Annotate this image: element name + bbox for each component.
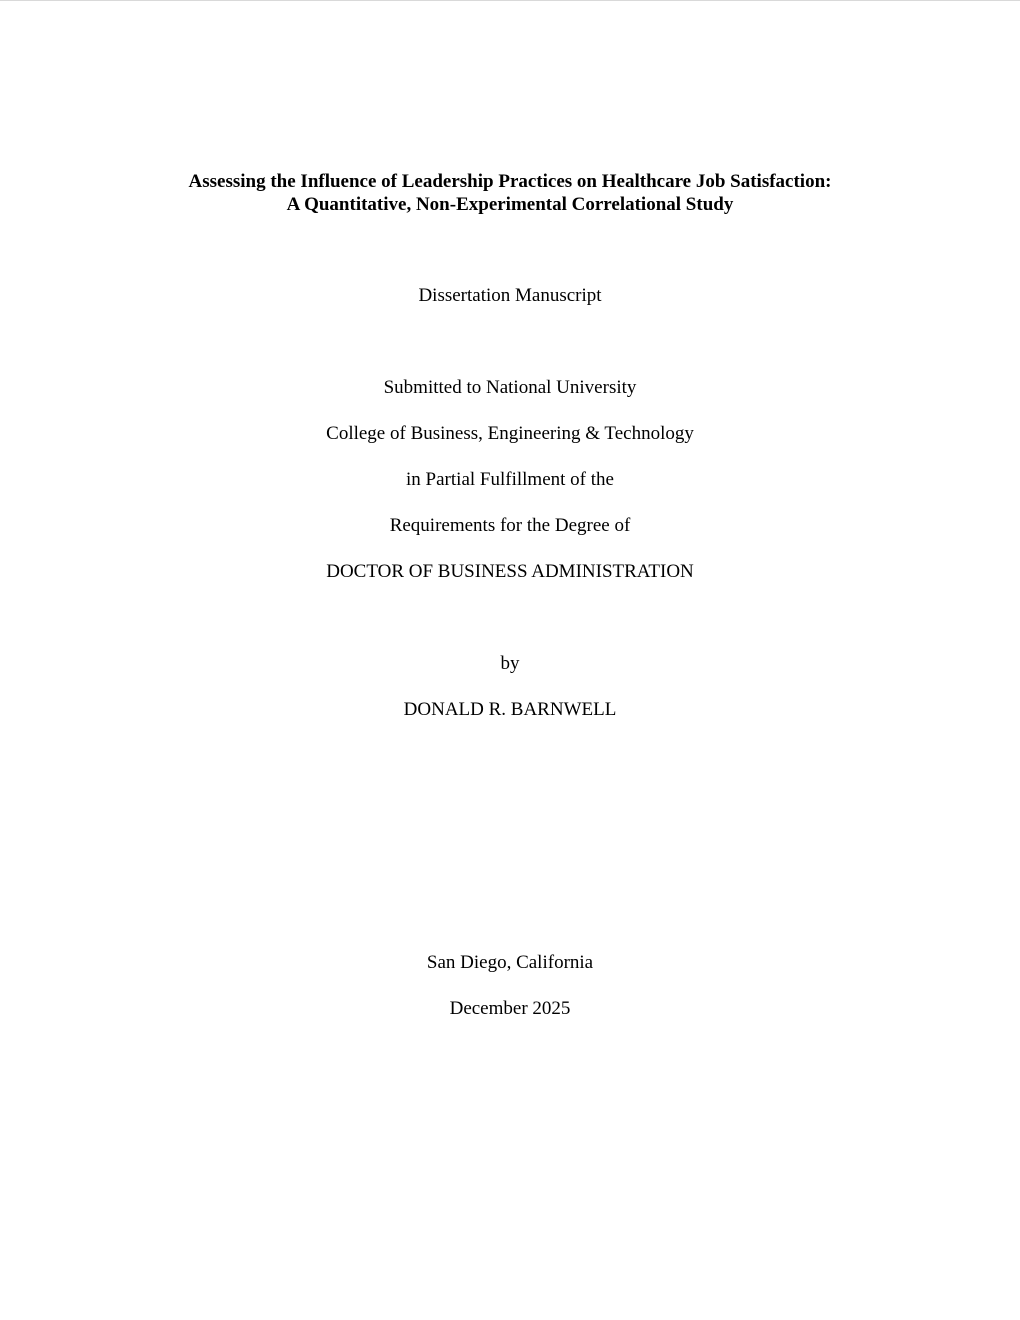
- location: San Diego, California: [426, 952, 594, 973]
- college-name: College of Business, Engineering & Technology: [326, 423, 694, 444]
- title-line-1: Assessing the Influence of Leadership Practices on Healthcare Job Satisfaction:: [188, 171, 832, 192]
- submission-date: December 2025: [449, 998, 571, 1019]
- requirements-line: Requirements for the Degree of: [389, 515, 631, 536]
- by-line: by: [500, 653, 520, 674]
- author-name: DONALD R. BARNWELL: [403, 699, 617, 720]
- title-line-2: A Quantitative, Non-Experimental Correlational Study: [286, 194, 734, 215]
- submitted-to: Submitted to National University: [383, 377, 637, 398]
- degree-name: DOCTOR OF BUSINESS ADMINISTRATION: [326, 561, 694, 582]
- manuscript-type: Dissertation Manuscript: [418, 285, 602, 306]
- fulfillment-line: in Partial Fulfillment of the: [406, 469, 614, 490]
